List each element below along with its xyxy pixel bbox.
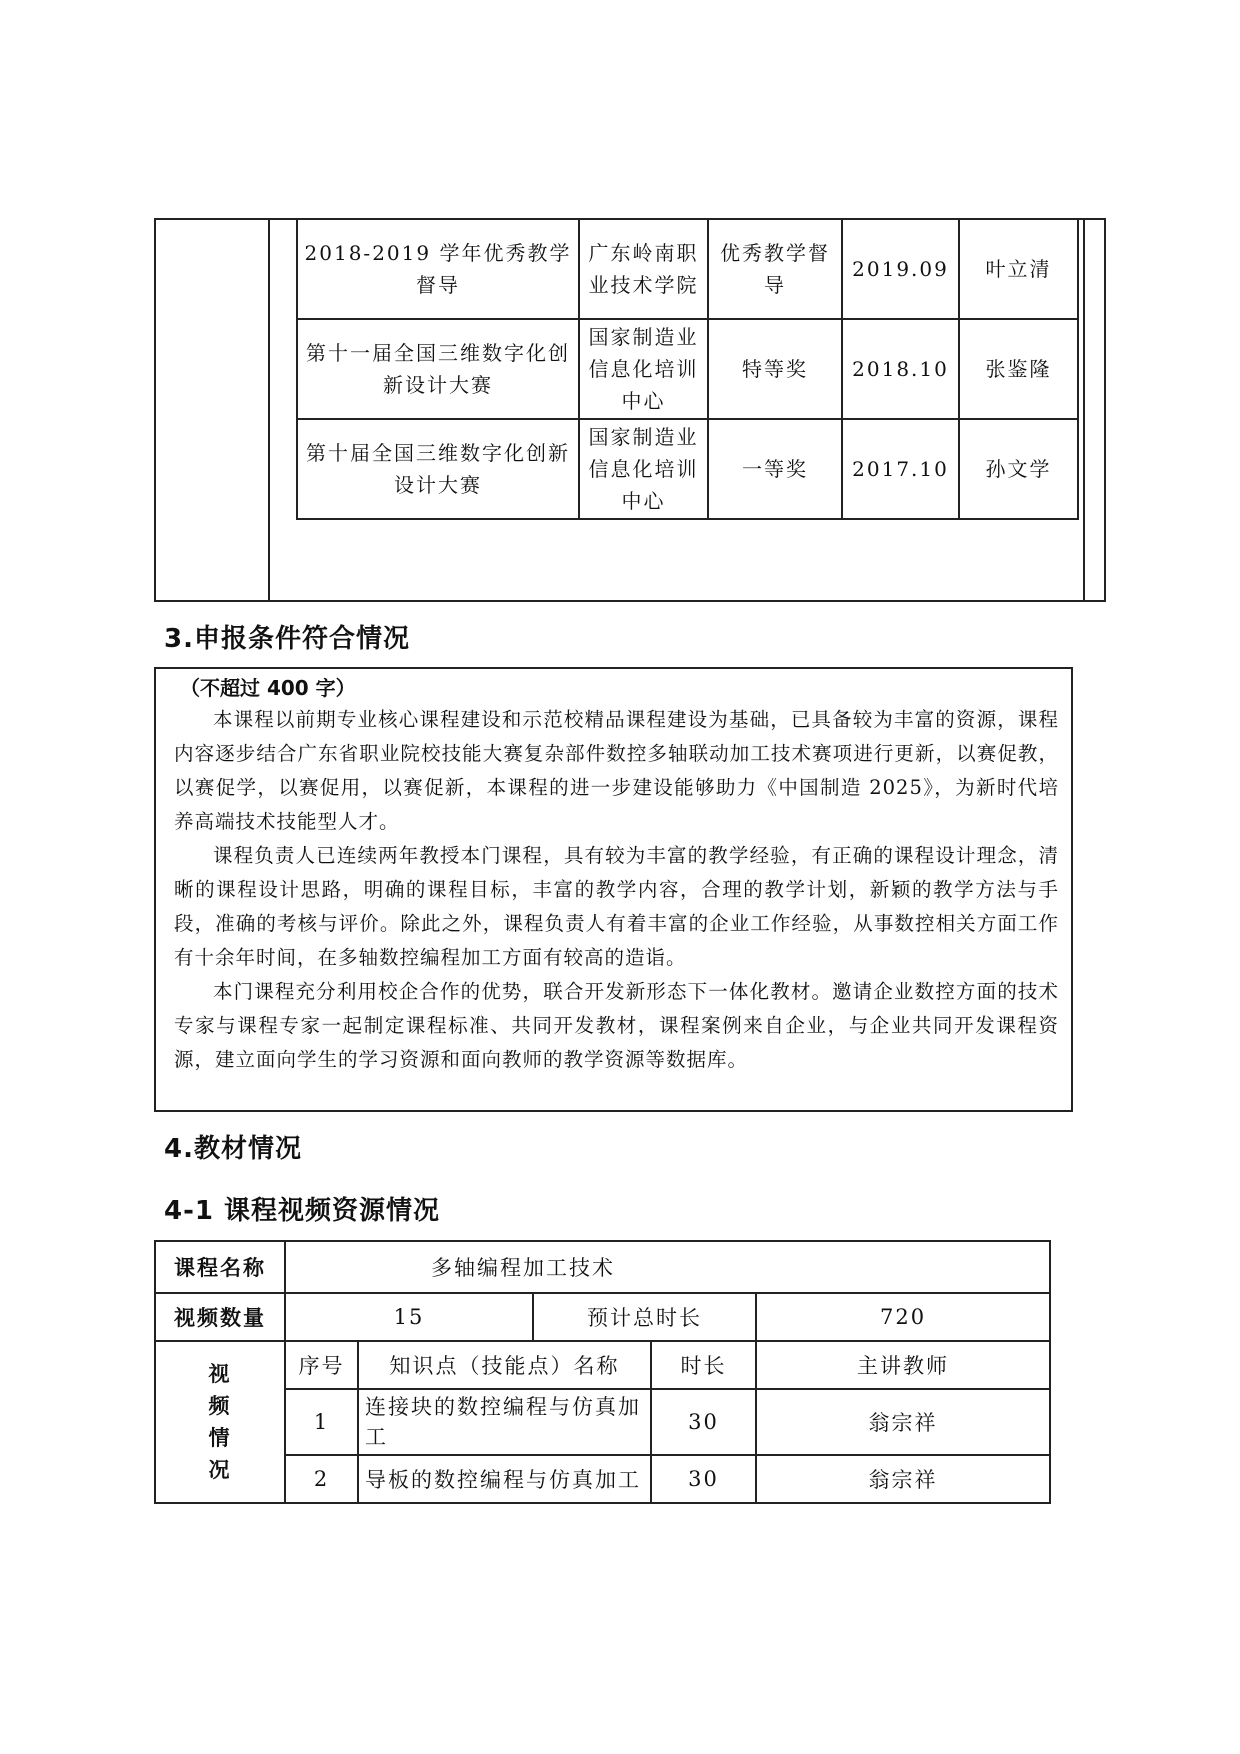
- section-3-heading: 3.申报条件符合情况: [164, 624, 410, 654]
- table-row: [155, 1241, 1050, 1293]
- table-header-row: [155, 1341, 1050, 1389]
- paragraph: 本门课程充分利用校企合作的优势，联合开发新形态下一体化教材。邀请企业数控方面的技术专家与课程专家一起制定课程标准、共同开发教材，课程案例来自企业，与企业共同开发课程资源，建立面向学生的学习资源和面向教师的教学资源等数据库。: [174, 980, 1059, 1071]
- course-name-label: 课程名称: [155, 1241, 285, 1293]
- table-row: [155, 1293, 1050, 1341]
- section-4-heading: 4.教材情况: [164, 1134, 302, 1164]
- awards-table: [296, 218, 1079, 520]
- award-person: 孙文学: [959, 419, 1078, 519]
- video-no: 1: [285, 1389, 358, 1455]
- header-length: 时长: [651, 1341, 756, 1389]
- award-name: 第十届全国三维数字化创新设计大赛: [297, 419, 579, 519]
- award-level: 优秀教学督导: [708, 219, 842, 319]
- video-no: 2: [285, 1455, 358, 1503]
- paragraph: 课程负责人已连续两年教授本门课程，具有较为丰富的教学经验，有正确的课程设计理念，清晰的课程设计思路，明确的课程目标，丰富的教学内容，合理的教学计划，新颖的教学方法与手段，准确的考核与评价。除此之外，课程负责人有着丰富的企业工作经验，从事数控相关方面工作有十余年时间，在多轴数控编程加工方面有较高的造诣。: [174, 844, 1059, 969]
- video-resource-table: [154, 1240, 1051, 1504]
- video-info-label: 视 频 情 况: [155, 1341, 285, 1503]
- video-teacher: 翁宗祥: [756, 1389, 1050, 1455]
- awards-left-column-divider: [268, 218, 270, 602]
- table-row: [297, 219, 1078, 319]
- video-length: 30: [651, 1455, 756, 1503]
- award-person: 张鉴隆: [959, 319, 1078, 419]
- award-name: 2018-2019 学年优秀教学督导: [297, 219, 579, 319]
- award-person: 叶立清: [959, 219, 1078, 319]
- header-no: 序号: [285, 1341, 358, 1389]
- table-row: [155, 1455, 1050, 1503]
- paragraph: 本课程以前期专业核心课程建设和示范校精品课程建设为基础，已具备较为丰富的资源，课程内容逐步结合广东省职业院校技能大赛复杂部件数控多轴联动加工技术赛项进行更新，以赛促教，以赛促学，以赛促用，以赛促新，本课程的进一步建设能够助力《中国制造 2025》，为新时代培养高端技术技能型人才。: [174, 708, 1059, 833]
- duration-value: 720: [756, 1293, 1050, 1341]
- section-4-1-heading: 4-1 课程视频资源情况: [164, 1196, 441, 1226]
- award-date: 2017.10: [842, 419, 959, 519]
- header-topic: 知识点（技能点）名称: [358, 1341, 651, 1389]
- award-date: 2018.10: [842, 319, 959, 419]
- table-row: [297, 319, 1078, 419]
- video-count-label: 视频数量: [155, 1293, 285, 1341]
- video-count-value: 15: [285, 1293, 533, 1341]
- award-issuer: 国家制造业信息化培训中心: [579, 419, 708, 519]
- award-level: 特等奖: [708, 319, 842, 419]
- award-level: 一等奖: [708, 419, 842, 519]
- course-name-value: 多轴编程加工技术: [285, 1241, 1050, 1293]
- award-date: 2019.09: [842, 219, 959, 319]
- award-name: 第十一届全国三维数字化创新设计大赛: [297, 319, 579, 419]
- table-row: [155, 1389, 1050, 1455]
- award-issuer: 广东岭南职业技术学院: [579, 219, 708, 319]
- section-3-box: [154, 667, 1073, 1112]
- video-topic: 导板的数控编程与仿真加工: [358, 1455, 651, 1503]
- header-teacher: 主讲教师: [756, 1341, 1050, 1389]
- word-limit-hint: （不超过 400 字）: [180, 676, 356, 700]
- awards-right-column-divider: [1083, 218, 1085, 602]
- duration-label: 预计总时长: [533, 1293, 756, 1341]
- video-length: 30: [651, 1389, 756, 1455]
- video-topic: 连接块的数控编程与仿真加工: [358, 1389, 651, 1455]
- award-issuer: 国家制造业信息化培训中心: [579, 319, 708, 419]
- video-teacher: 翁宗祥: [756, 1455, 1050, 1503]
- table-row: [297, 419, 1078, 519]
